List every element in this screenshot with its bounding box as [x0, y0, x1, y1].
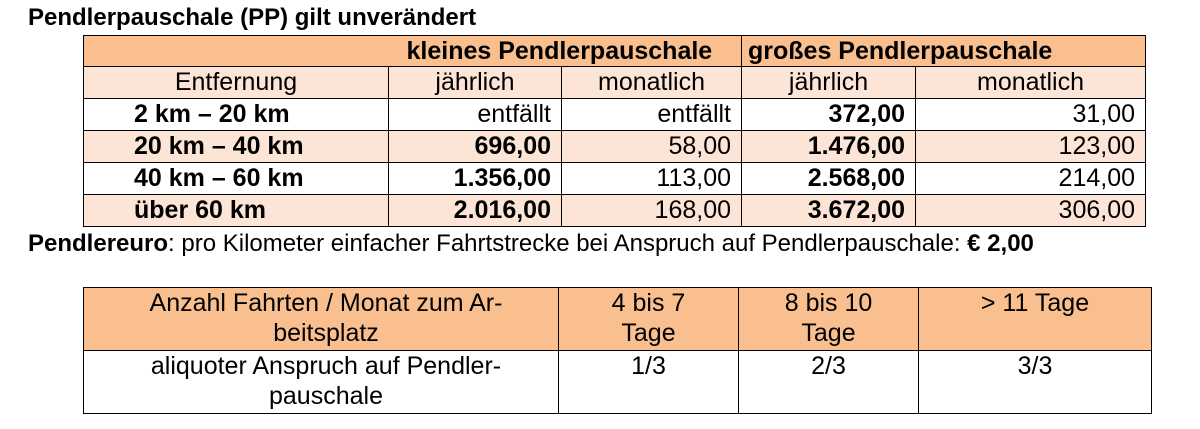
- trips-header: Anzahl Fahrten / Monat zum Ar- beitsplatz: [84, 288, 559, 351]
- large-yearly-header: jährlich: [742, 67, 916, 99]
- large-yearly-cell: 2.568,00: [742, 163, 916, 195]
- aliquot-label: aliquoter Anspruch auf Pendler- pauschale: [84, 351, 559, 414]
- table-row: [84, 131, 1146, 163]
- small-monthly-cell: 168,00: [562, 195, 742, 227]
- large-monthly-cell: 306,00: [916, 195, 1146, 227]
- large-yearly-cell: 372,00: [742, 99, 916, 131]
- range-11-header: > 11 Tage: [919, 288, 1152, 351]
- pendlereuro-amount: € 2,00: [967, 230, 1034, 257]
- small-monthly-cell: 113,00: [562, 163, 742, 195]
- aliquot-row: [84, 351, 1152, 414]
- large-monthly-header: monatlich: [916, 67, 1146, 99]
- large-monthly-cell: 31,00: [916, 99, 1146, 131]
- group-header-row: [84, 36, 1146, 67]
- large-yearly-cell: 3.672,00: [742, 195, 916, 227]
- small-yearly-header: jährlich: [389, 67, 562, 99]
- distance-cell: über 60 km: [84, 195, 389, 227]
- table-row: [84, 99, 1146, 131]
- pendlereuro-note: [28, 229, 1034, 259]
- small-yearly-cell: 2.016,00: [389, 195, 562, 227]
- aliquot-value: 1/3: [559, 351, 739, 414]
- small-yearly-cell: 696,00: [389, 131, 562, 163]
- sub-header-row: [84, 67, 1146, 99]
- large-monthly-cell: 123,00: [916, 131, 1146, 163]
- small-monthly-cell: 58,00: [562, 131, 742, 163]
- distance-cell: 40 km – 60 km: [84, 163, 389, 195]
- distance-header: Entfernung: [84, 67, 389, 99]
- table-row: [84, 195, 1146, 227]
- small-pp-header: kleines Pendlerpauschale: [389, 36, 742, 67]
- distance-cell: 2 km – 20 km: [84, 99, 389, 131]
- aliquot-value: 3/3: [919, 351, 1152, 414]
- table-row: [84, 163, 1146, 195]
- large-monthly-cell: 214,00: [916, 163, 1146, 195]
- pendlereuro-label: Pendlereuro: [28, 230, 169, 257]
- pendlerpauschale-table: [83, 35, 1146, 227]
- empty-header-cell: [84, 36, 389, 67]
- aliquot-value: 2/3: [739, 351, 919, 414]
- aliquot-table: [83, 287, 1152, 414]
- range-4-7-header: 4 bis 7 Tage: [559, 288, 739, 351]
- small-yearly-cell: entfällt: [389, 99, 562, 131]
- small-monthly-cell: entfällt: [562, 99, 742, 131]
- page-title: Pendlerpauschale (PP) gilt unverändert: [28, 4, 477, 31]
- pendlereuro-text: : pro Kilometer einfacher Fahrtstrecke bei Anspruch auf Pendlerpauschale:: [168, 230, 968, 257]
- range-8-10-header: 8 bis 10 Tage: [739, 288, 919, 351]
- small-yearly-cell: 1.356,00: [389, 163, 562, 195]
- small-monthly-header: monatlich: [562, 67, 742, 99]
- aliquot-header-row: [84, 288, 1152, 351]
- large-yearly-cell: 1.476,00: [742, 131, 916, 163]
- large-pp-header: großes Pendlerpauschale: [742, 36, 1146, 67]
- distance-cell: 20 km – 40 km: [84, 131, 389, 163]
